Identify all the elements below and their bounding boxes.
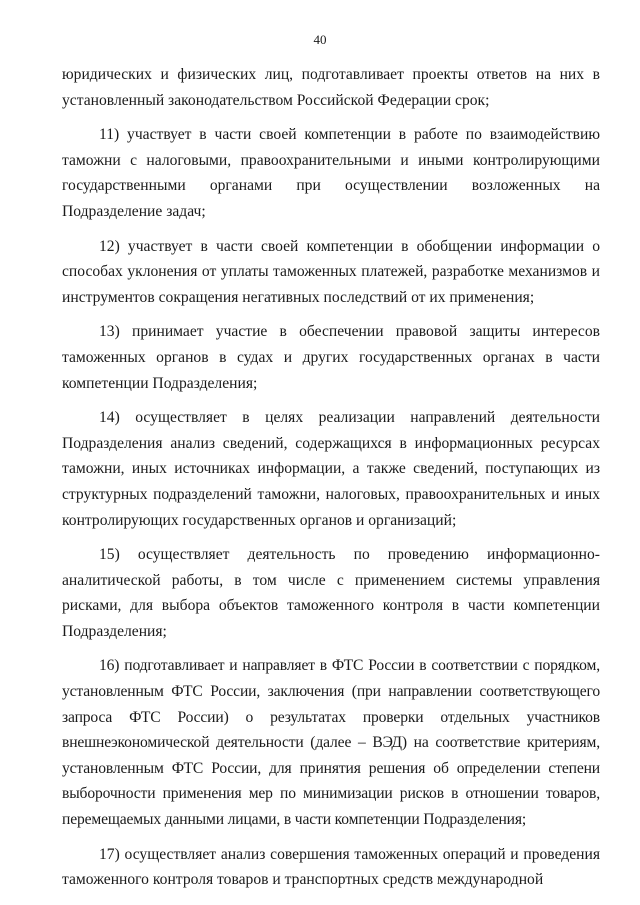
page-number: 40 [313, 32, 327, 47]
paragraph-item-11: 11) участвует в части своей компетенции в работе по взаимодействию таможни с налоговыми, правоохранительными и иными контролирующими государственными органами при осуществлении возложенных на Подразделение задач; [62, 126, 600, 220]
paragraph-continuation: юридических и физических лиц, подготавливает проекты ответов на них в установленный законодательством Российской Федерации срок; [62, 66, 600, 109]
paragraph-item-12: 12) участвует в части своей компетенции в обобщении информации о способах уклонения от уплаты таможенных платежей, разработке механизмов и инструментов сокращения негативных последствий от их применения; [62, 237, 600, 306]
paragraph-item-17: 17) осуществляет анализ совершения таможенных операций и проведения таможенного контроля товаров и транспортных средств международной [62, 845, 600, 889]
paragraph-item-15: 15) осуществляет деятельность по проведению информационно-аналитической работы, в том числе с применением системы управления рисками, для выбора объектов таможенного контроля в части компетенции Подразделения; [62, 546, 600, 640]
paragraph-item-14: 14) осуществляет в целях реализации направлений деятельности Подразделения анализ сведений, содержащихся в информационных ресурсах таможни, иных источниках информации, а также сведений, поступающих из структурных подразделений таможни, налоговых, правоохранительных и иных контролирующих государственных органов и организаций; [62, 409, 600, 529]
document-body [62, 62, 600, 902]
paragraph-item-13: 13) принимает участие в обеспечении правовой защиты интересов таможенных органов в судах и других государственных органах в части компетенции Подразделения; [62, 323, 600, 392]
paragraph-item-16: 16) подготавливает и направляет в ФТС России в соответствии с порядком, установленным ФТС России, заключения (при направлении соответствующего запроса ФТС России) о результатах проверки отдельных участников внешнеэкономической деятельности (далее – ВЭД) на соответствие критериям, установленным ФТС России, для принятия решения об определении степени выборочности применения мер по минимизации рисков в отношении товаров, перемещаемых данными лицами, в части компетенции Подразделения; [62, 657, 600, 829]
